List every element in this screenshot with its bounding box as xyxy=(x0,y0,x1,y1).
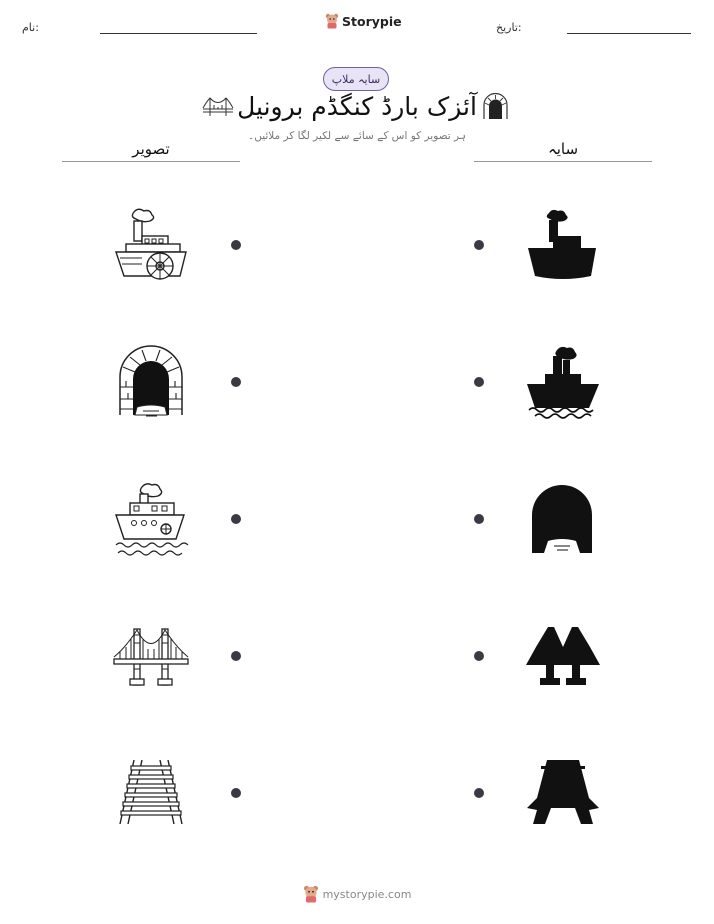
tunnel-shadow-icon xyxy=(528,483,596,555)
paddle-steamer-icon xyxy=(112,206,190,284)
brand-name: Storypie xyxy=(342,13,402,29)
date-label: تاریخ: xyxy=(496,21,522,34)
track-shadow xyxy=(527,758,599,828)
paddle-steamer-shadow xyxy=(523,206,601,284)
shadow-dot-4[interactable] xyxy=(474,651,484,661)
railway-track-picture xyxy=(114,758,188,828)
name-line[interactable] xyxy=(100,33,257,34)
picture-dot-3[interactable] xyxy=(231,514,241,524)
footer-url[interactable]: mystorypie.com xyxy=(322,887,412,901)
steamship-shadow-icon xyxy=(523,344,601,420)
worksheet-type-badge: سایہ ملاپ xyxy=(323,67,389,91)
storypie-bear-icon xyxy=(303,885,319,903)
shadows-column-line xyxy=(474,161,652,162)
picture-dot-4[interactable] xyxy=(231,651,241,661)
brand-logo xyxy=(325,13,402,29)
pictures-column-line xyxy=(62,161,240,162)
storypie-bear-icon xyxy=(325,13,339,29)
paddle-steamer-shadow-icon xyxy=(523,206,601,284)
picture-dot-2[interactable] xyxy=(231,377,241,387)
shadow-dot-1[interactable] xyxy=(474,240,484,250)
tunnel-shadow xyxy=(528,483,596,555)
bridge-shadow-icon xyxy=(524,623,602,687)
instructions: ہر تصویر کو اس کے سائے سے لکیر لگا کر ملائیں۔ xyxy=(248,130,466,142)
bridge-shadow xyxy=(524,623,602,687)
pictures-column-title: تصویر xyxy=(132,140,170,158)
footer xyxy=(0,885,714,903)
steamship-picture xyxy=(112,481,190,559)
steamship-icon xyxy=(112,481,190,559)
tunnel-title-icon xyxy=(482,93,509,120)
stone-tunnel-picture xyxy=(115,345,187,419)
picture-dot-5[interactable] xyxy=(231,788,241,798)
shadows-column-title: سایہ xyxy=(547,140,579,158)
picture-dot-1[interactable] xyxy=(231,240,241,250)
shadow-dot-2[interactable] xyxy=(474,377,484,387)
shadow-dot-3[interactable] xyxy=(474,514,484,524)
track-shadow-icon xyxy=(527,758,599,828)
railway-track-icon xyxy=(114,758,188,828)
page-title: آئزک بارڈ کنگڈم برونیل xyxy=(237,92,477,121)
paddle-steamer-picture xyxy=(112,206,190,284)
steamship-shadow xyxy=(523,344,601,420)
bridge-title-icon xyxy=(202,95,234,119)
stone-tunnel-icon xyxy=(115,345,187,419)
shadow-dot-5[interactable] xyxy=(474,788,484,798)
suspension-bridge-picture xyxy=(112,623,190,687)
suspension-bridge-icon xyxy=(112,623,190,687)
date-line[interactable] xyxy=(567,33,691,34)
name-label: نام: xyxy=(22,21,39,34)
